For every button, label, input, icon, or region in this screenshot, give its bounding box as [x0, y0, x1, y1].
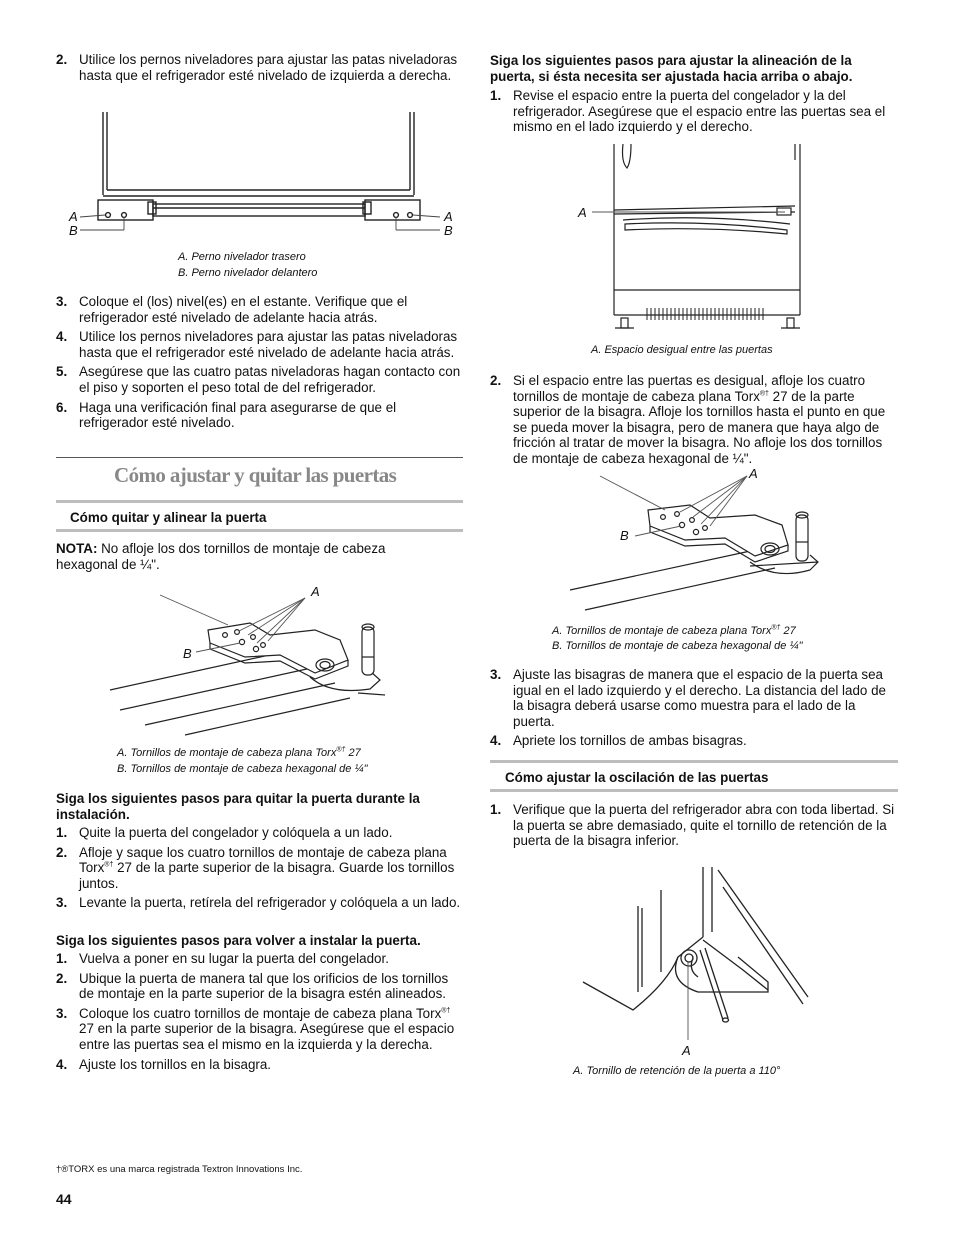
divider — [490, 789, 898, 792]
figure-label-a: A — [69, 209, 78, 224]
align-steps-a-container — [490, 88, 898, 139]
list-item: 2. Afloje y saque los cuatro tornillos de montaje de cabeza plana Torx®† 27 de la parte superior de la bisagra. Guarde los tornillos juntos. — [56, 844, 455, 891]
swing-steps — [490, 802, 898, 849]
align-steps-c-container — [490, 667, 898, 753]
leveling-figure — [60, 110, 460, 240]
remove-steps-container — [56, 825, 464, 915]
align-steps-b-container — [490, 373, 898, 471]
figure-caption: A. Tornillos de montaje de cabeza plana Torx®† 27 — [552, 624, 796, 637]
figure-label-b: B — [444, 223, 453, 238]
subsection-title: Cómo quitar y alinear la puerta — [70, 510, 267, 525]
figure-label-a: A — [682, 1043, 691, 1058]
list-item: 3. Coloque los cuatro tornillos de montaje de cabeza plana Torx®† 27 en la parte superior de la bisagra. Asegúrese que el espacio entre las puertas sea el mismo en la izquierda y la derecha. — [56, 1005, 455, 1052]
list-item: 3. Levante la puerta, retírela del refrigerador y colóquela a un lado. — [56, 895, 461, 911]
list-item: 1. Verifique que la puerta del refrigerador abra con toda libertad. Si la puerta se abre demasiado, quite el tornillo de retención de la puerta de la bisagra inferior. — [490, 802, 895, 849]
divider — [56, 500, 463, 503]
figure-caption: B. Tornillos de montaje de cabeza hexagonal de ¼" — [117, 763, 368, 775]
list-item: 3. Coloque el (los) nivel(es) en el estante. Verifique que el refrigerador esté nivelado de adelante hacia atrás. — [56, 294, 408, 325]
reinstall-steps — [56, 951, 464, 1072]
figure-label-b: B — [620, 528, 629, 543]
list-item: 4. Apriete los tornillos de ambas bisagras. — [490, 733, 747, 749]
swing-steps-container — [490, 802, 898, 853]
align-steps-c — [490, 667, 898, 749]
figure-caption: B. Perno nivelador delantero — [178, 267, 318, 279]
hinge-figure — [100, 585, 430, 745]
list-item: 1. Quite la puerta del congelador y colóquela a un lado. — [56, 825, 393, 840]
figure-label-a: A — [444, 209, 453, 224]
divider — [56, 529, 463, 532]
leveling-steps-b — [56, 294, 464, 431]
figure-label-a: A — [311, 584, 320, 599]
figure-label-a: A — [749, 466, 758, 481]
list-item: 2. Utilice los pernos niveladores para ajustar las patas niveladoras hasta que el refrigerador esté nivelado de izquierda a derecha. — [56, 52, 458, 83]
list-item: 2. Ubique la puerta de manera tal que los orificios de los tornillos de montaje en la parte superior de la bisagra estén alineados. — [56, 970, 449, 1002]
list-item: 4. Ajuste los tornillos en la bisagra. — [56, 1056, 272, 1072]
list-item: 1. Vuelva a poner en su lugar la puerta del congelador. — [56, 951, 389, 966]
reinstall-steps-container — [56, 951, 464, 1076]
divider — [56, 457, 463, 458]
door-stop-figure — [578, 862, 818, 1052]
divider — [490, 760, 898, 763]
remove-steps — [56, 825, 464, 911]
heading-remove-door: Siga los siguientes pasos para quitar la puerta durante la instalación. — [56, 791, 420, 822]
list-item: 6. Haga una verificación final para asegurarse de que el refrigerador esté nivelado. — [56, 399, 397, 431]
section-title: Cómo ajustar y quitar las puertas — [114, 463, 397, 487]
subsection-title: Cómo ajustar la oscilación de las puertas — [505, 770, 769, 785]
figure-caption: A. Tornillos de montaje de cabeza plana Torx®† 27 — [117, 746, 361, 759]
heading-align-door: Siga los siguientes pasos para ajustar la alineación de la puerta, si ésta necesita ser ajustada hacia arriba o abajo. — [490, 53, 853, 84]
align-steps-a — [490, 88, 898, 135]
list-item: 3. Ajuste las bisagras de manera que el espacio de la puerta sea igual en el lado izquierdo y el derecho. La distancia del lado de la bisagra deberá usarse como muestra para el lado de la puerta. — [490, 667, 886, 729]
door-gap-figure — [585, 140, 815, 335]
footnote: †®TORX es una marca registrada Textron Innovations Inc. — [56, 1164, 303, 1175]
note: NOTA: No afloje los dos tornillos de montaje de cabeza hexagonal de ¼". — [56, 541, 386, 572]
figure-caption: B. Tornillos de montaje de cabeza hexagonal de ¼" — [552, 640, 803, 652]
list-item: 1. Revise el espacio entre la puerta del congelador y la del refrigerador. Asegúrese que el espacio entre las puertas sea el mismo en el lado izquierdo y el derecho. — [490, 88, 886, 135]
figure-label-a: A — [578, 205, 587, 220]
page-number: 44 — [56, 1191, 72, 1207]
list-item: 2. Si el espacio entre las puertas es desigual, afloje los cuatro tornillos de montaje de cabeza plana Torx®† 27 de la parte superior de la bisagra. Afloje los tornillos hasta el punto en que se pueda mover la bisagra, pero de manera que haya algo de fricción al tratar de mover la bisagra. No afloje los dos tornillos de montaje de cabeza hexagonal de ¼". — [490, 373, 886, 466]
list-item: 5. Asegúrese que las cuatro patas niveladoras hagan contacto con el piso y soporten el peso total de del refrigerador. — [56, 364, 461, 395]
left-column — [56, 52, 464, 87]
align-steps-b — [490, 373, 898, 467]
figure-caption: A. Espacio desigual entre las puertas — [591, 344, 773, 356]
leveling-steps-a — [56, 52, 464, 83]
figure-label-b: B — [69, 223, 78, 238]
hinge-figure — [560, 470, 840, 620]
leveling-steps-b-container — [56, 294, 464, 435]
figure-label-b: B — [183, 646, 192, 661]
figure-caption: A. Perno nivelador trasero — [178, 251, 306, 263]
list-item: 4. Utilice los pernos niveladores para ajustar las patas niveladoras hasta que el refrigerador esté nivelado de adelante hacia atrás. — [56, 329, 458, 360]
heading-reinstall-door: Siga los siguientes pasos para volver a instalar la puerta. — [56, 933, 421, 948]
figure-caption: A. Tornillo de retención de la puerta a 110° — [573, 1065, 781, 1077]
